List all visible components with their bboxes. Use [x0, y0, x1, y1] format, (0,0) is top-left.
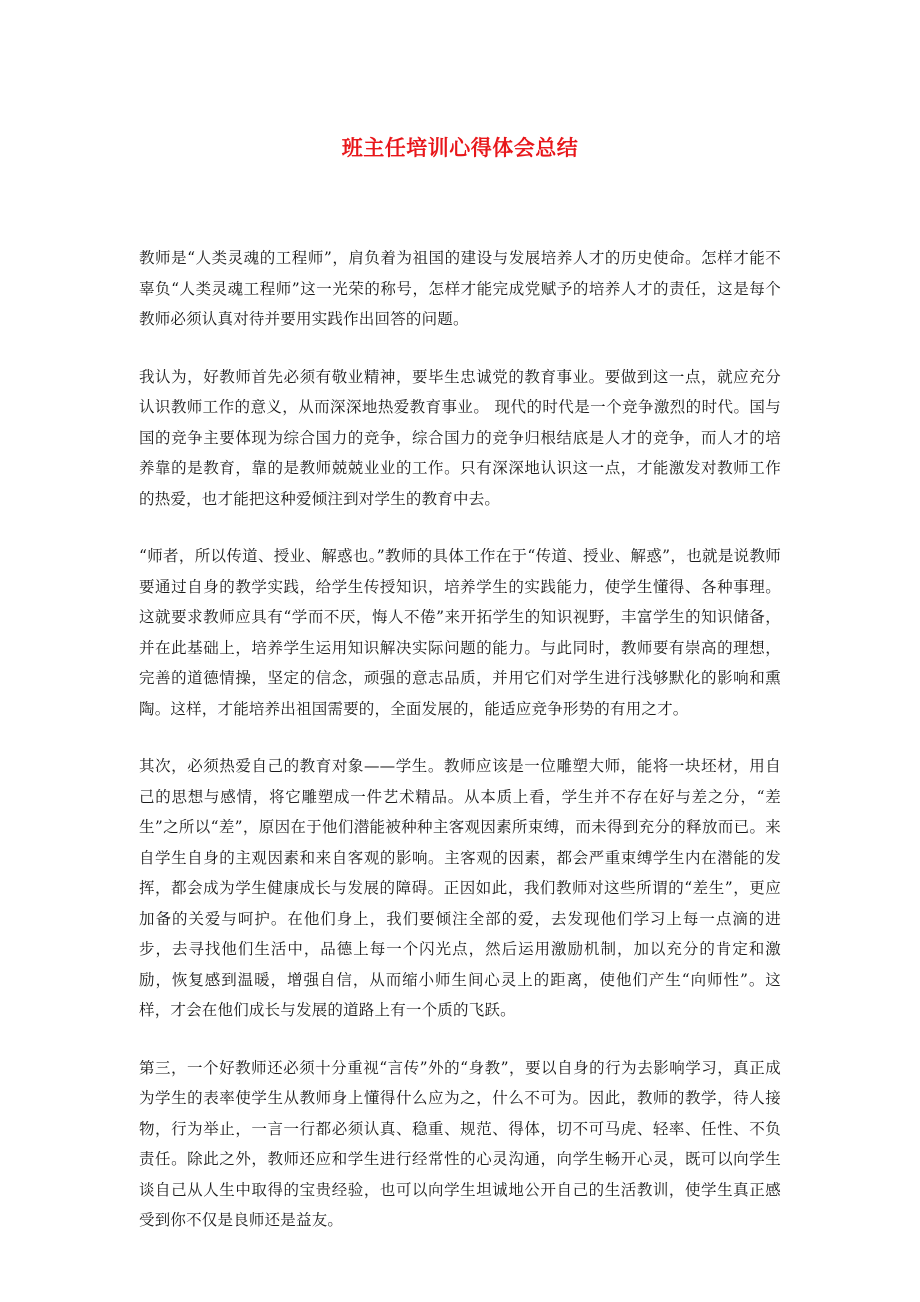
paragraph-3: “师者，所以传道、授业、解惑也。”教师的具体工作在于“传道、授业、解惑”，也就是说教师要通过自身的教学实践，给学生传授知识，培养学生的实践能力，使学生懂得、各种事理。这就要求教师应具有“学而不厌，悔人不倦”来开拓学生的知识视野，丰富学生的知识储备，并在此基础上，培养学生运用知识解决实际问题的能力。与此同时，教师要有崇高的理想，完善的道德情操，坚定的信念，顽强的意志品质，并用它们对学生进行浅够默化的影响和熏陶。这样，才能培养出祖国需要的，全面发展的，能适应竞争形势的有用之才。	[139, 547, 781, 718]
paragraph-2: 我认为，好教师首先必须有敬业精神，要毕生忠诚党的教育事业。要做到这一点，就应充分认识教师工作的意义，从而深深地热爱教育事业。 现代的时代是一个竞争激烈的时代。国与国的竞争主要体现为综合国力的竞争，综合国力的竞争归根结底是人才的竞争，而人才的培养靠的是教育，靠的是教师兢兢业业的工作。只有深深地认识这一点，才能激发对教师工作的热爱，也才能把这种爱倾注到对学生的教育中去。	[139, 367, 781, 508]
paragraph-5: 第三，一个好教师还必须十分重视“言传”外的“身教”，要以自身的行为去影响学习，真正成为学生的表率使学生从教师身上懂得什么应为之，什么不可为。因此，教师的教学，待人接物，行为举止，一言一行都必须认真、稳重、规范、得体，切不可马虎、轻率、任性、不负责任。除此之外，教师还应和学生进行经常性的心灵沟通，向学生畅开心灵，既可以向学生谈自己从人生中取得的宝贵经验，也可以向学生坦诚地公开自己的生活教训，使学生真正感受到你不仅是良师还是益友。	[139, 1058, 781, 1229]
paragraph-4: 其次，必须热爱自己的教育对象——学生。教师应该是一位雕塑大师，能将一块坯材，用自己的思想与感情，将它雕塑成一件艺术精品。从本质上看，学生并不存在好与差之分，“差生”之所以“差”，原因在于他们潜能被种种主客观因素所束缚，而未得到充分的释放而已。来自学生自身的主观因素和来自客观的影响。主客观的因素，都会严重束缚学生内在潜能的发挥，都会成为学生健康成长与发展的障碍。正因如此，我们教师对这些所谓的“差生”，更应加备的关爱与呵护。在他们身上，我们要倾注全部的爱，去发现他们学习上每一点滴的进步，去寻找他们生活中，品德上每一个闪光点，然后运用激励机制，加以充分的肯定和激励，恢复感到温暖，增强自信，从而缩小师生间心灵上的距离，使他们产生“向师性”。这样，才会在他们成长与发展的道路上有一个质的飞跃。	[139, 757, 781, 1019]
document-body	[139, 243, 781, 1236]
document-title: 班主任培训心得体会总结	[341, 136, 579, 160]
paragraph-1: 教师是“人类灵魂的工程师”，肩负着为祖国的建设与发展培养人才的历史使命。怎样才能不辜负“人类灵魂工程师”这一光荣的称号，怎样才能完成党赋予的培养人才的责任，这是每个教师必须认真对待并要用实践作出回答的问题。	[139, 249, 781, 328]
